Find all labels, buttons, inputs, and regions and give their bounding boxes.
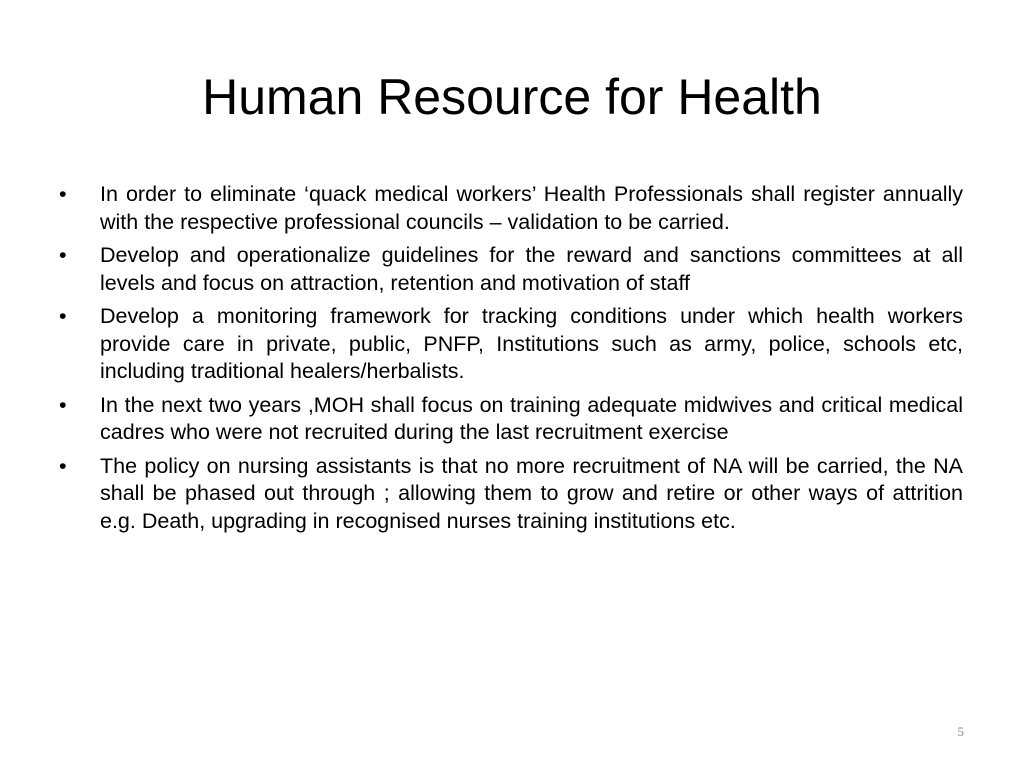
slide-title: Human Resource for Health [202,69,822,125]
bullet-item-midwives-training [59,392,963,447]
bullet-item-guidelines [59,242,963,297]
bullet-point-icon: • [59,453,67,478]
bullet-point-icon: • [59,182,67,206]
bullet-item-monitoring-framework [59,303,963,386]
bullet-text: Develop a monitoring framework for tracking conditions under which health workers provide care in private, public, PNFP, Institutions such as army, police, schools etc, including traditional healers/herbalists. [100,304,963,383]
bullet-point-icon: • [59,304,67,328]
bullet-item-nursing-assistants [59,453,963,536]
bullet-point-icon: • [59,243,67,267]
bullet-text: Develop and operationalize guidelines for the reward and sanctions committees at all levels and focus on attraction, retention and motivation of staff [100,243,963,295]
bullet-text: The policy on nursing assistants is that no more recruitment of NA will be carried, the NA shall be phased out through ; allowing them to grow and retire or other ways of attrition e.g. Death, upgrading in recognised nurses training institutions etc. [100,453,963,533]
bullet-point-icon: • [59,392,67,417]
bullet-text: In the next two years ,MOH shall focus on training adequate midwives and critical medical cadres who were not recruited during the last recruitment exercise [100,392,963,444]
bullet-item-register-annually [59,181,963,236]
slide-page-number: 5 [957,724,964,739]
bullet-list [59,181,963,541]
bullet-text: In order to eliminate ‘quack medical workers’ Health Professionals shall register annually with the respective professional councils – validation to be carried. [100,182,963,234]
